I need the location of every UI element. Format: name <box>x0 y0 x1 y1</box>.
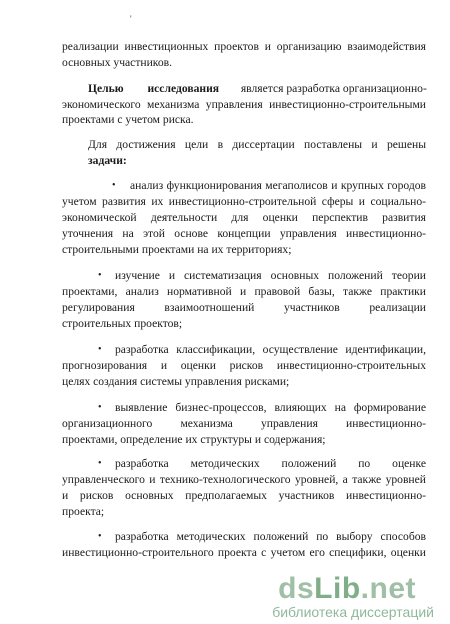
text-line: является разработка организационно- <box>240 82 427 95</box>
watermark-tagline: библиотека диссертаций <box>272 604 434 620</box>
text-line: управленческого и технико-технологического уровней, а также уровней <box>62 473 426 486</box>
bullet-icon: • <box>112 180 116 191</box>
bullet-icon: • <box>98 344 102 355</box>
text-line: организационного механизма управления инвестиционно- <box>62 417 426 430</box>
text-line: разработка методических положений по выбору способов <box>115 530 426 543</box>
text-line: целях создания системы управления рисками; <box>62 375 290 388</box>
goal-paragraph <box>88 82 426 96</box>
page-mark: ' <box>130 14 132 24</box>
text-line: Для достижения цели в диссертации поставлены и решены <box>88 138 426 151</box>
text-line: основных участников. <box>62 56 173 69</box>
bullet-icon: • <box>98 270 102 281</box>
text-line: разработка классификации, осуществление идентификации, <box>115 343 426 356</box>
goal-label-word: исследования <box>147 82 220 95</box>
text-line: реализации инвестиционных проектов и организацию взаимодействия <box>62 40 426 53</box>
text-line: регулирования взаимоотношений участников реализации <box>62 301 426 314</box>
text-line: проектами, анализ нормативной и правовой базы, также практики <box>62 285 426 298</box>
text-line: прогнозирования и оценки рисков инвестиционно-строительных <box>62 359 426 372</box>
tasks-label: задачи: <box>88 154 127 167</box>
text-line: проекта; <box>62 505 105 518</box>
bullet-icon: • <box>98 531 102 542</box>
text-line: разработка методических положений по оценке <box>115 457 426 470</box>
text-line: уточнения на этой основе концепции управления инвестиционно- <box>62 227 426 240</box>
text-line: строительных проектов; <box>62 317 183 330</box>
text-line: проектами, определение их структуры и содержания; <box>62 433 326 446</box>
text-line: экономической деятельности для оценки перспектив развития <box>62 211 426 224</box>
text-line: выявление бизнес-процессов, влияющих на формирование <box>115 401 426 414</box>
text-line: анализ функционирования мегаполисов и крупных городов <box>130 179 426 192</box>
bullet-icon: • <box>98 458 102 469</box>
text-line: изучение и систематизация основных положений теории <box>115 269 426 282</box>
watermark <box>228 572 438 620</box>
text-line: экономического механизма управления инвестиционно-строительными <box>62 98 426 111</box>
watermark-logo: dsLib.net <box>278 572 416 605</box>
text-line: инвестиционно-строительного проекта с учетом его специфики, оценки <box>62 546 426 559</box>
text-line: учетом развития их инвестиционно-строительной сферы и социально- <box>62 195 426 208</box>
bullet-icon: • <box>98 402 102 413</box>
text-line: проектами с учетом риска. <box>62 113 194 126</box>
text-line: и рисков основных предполагаемых участников инвестиционно- <box>62 489 426 502</box>
text-line: строительными проектами на их территориях; <box>62 243 292 256</box>
goal-label-word: Целью <box>88 82 124 95</box>
